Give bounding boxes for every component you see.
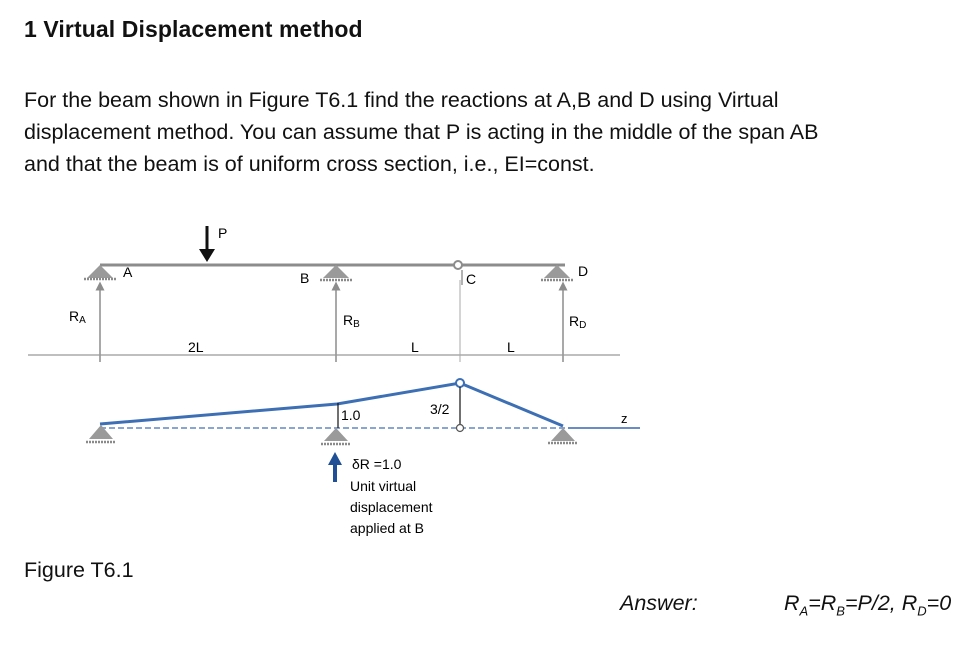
axis-label-z: z	[621, 411, 628, 426]
hinge-c-deflected	[456, 379, 464, 387]
support-b	[320, 265, 352, 280]
node-label-b: B	[300, 270, 310, 286]
load-arrow-p	[199, 226, 215, 262]
node-label-a: A	[123, 264, 133, 280]
problem-line-2: displacement method. You can assume that P is acting in the middle of the span AB	[24, 120, 819, 144]
virtual-support-b	[321, 428, 351, 444]
ordinate-b: 1.0	[341, 407, 361, 423]
load-label: P	[218, 225, 228, 241]
ordinate-c: 3/2	[430, 401, 450, 417]
reaction-label-a: RA	[69, 308, 86, 326]
span-label-cd: L	[507, 339, 515, 355]
virtual-displacement-arrow	[328, 452, 342, 482]
problem-line-1: For the beam shown in Figure T6.1 find the reactions at A,B and D using Virtual	[24, 88, 779, 112]
problem-line-3: and that the beam is of uniform cross section, i.e., EI=const.	[24, 152, 595, 176]
figure-caption: Figure T6.1	[24, 558, 134, 582]
section-title: Virtual Displacement method	[43, 16, 363, 42]
answer-label: Answer:	[620, 591, 698, 615]
node-label-c: C	[466, 271, 477, 287]
reaction-label-b: RB	[343, 312, 360, 330]
virtual-support-d	[548, 428, 578, 443]
reaction-label-d: RD	[569, 313, 587, 331]
node-label-d: D	[578, 263, 589, 279]
virtual-note: δR =1.0 Unit virtual displacement applied at B	[350, 456, 433, 536]
support-d	[541, 265, 573, 280]
section-number: 1	[24, 16, 37, 42]
span-label-ab: 2L	[188, 339, 204, 355]
support-a	[84, 265, 116, 279]
hinge-c	[454, 261, 462, 269]
span-label-bc: L	[411, 339, 419, 355]
deflected-shape	[100, 383, 563, 426]
answer-value: $R_A=R_B=P/2$, $R_D=0$	[784, 591, 952, 619]
